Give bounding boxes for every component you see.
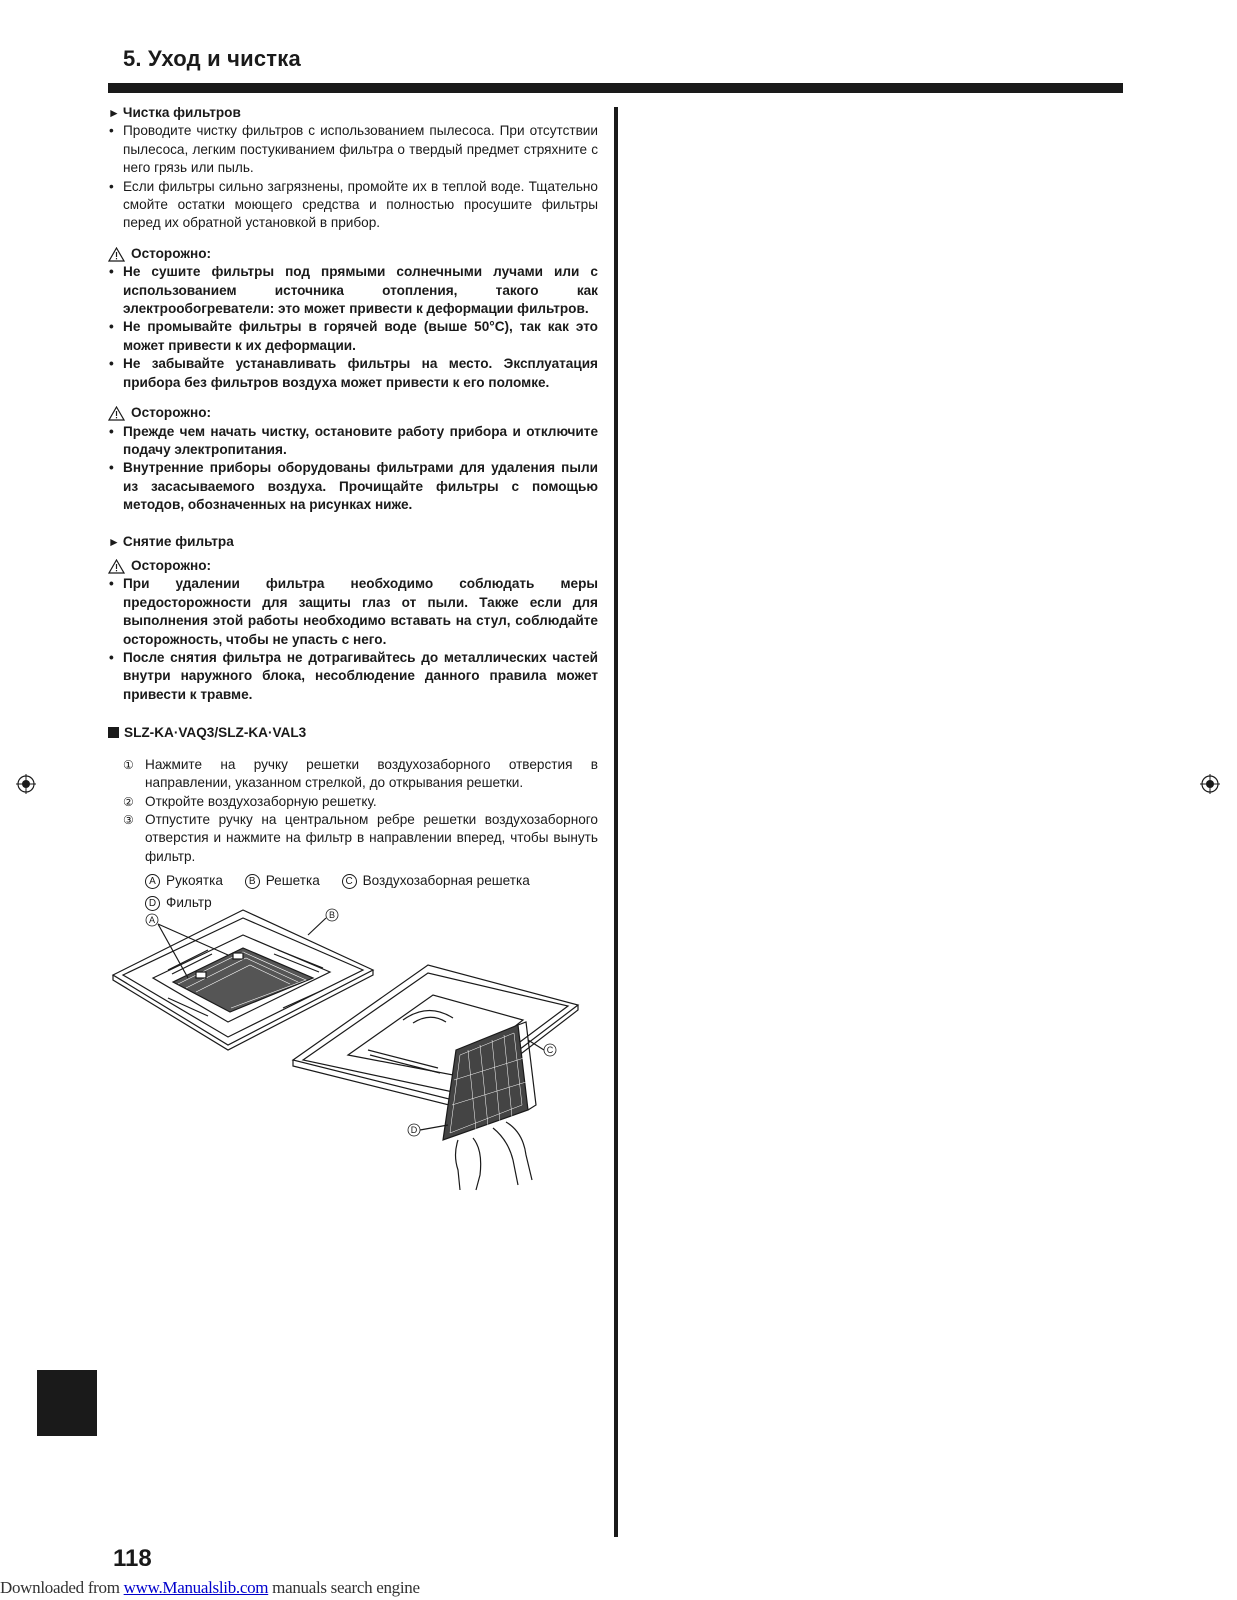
step-item: ② Откройте воздухозаборную решетку.: [123, 793, 377, 809]
registration-mark-icon: [1200, 774, 1220, 794]
download-footer: [0, 1578, 420, 1598]
warning-icon: [108, 559, 125, 574]
title-rule: [108, 83, 1123, 93]
square-bullet-icon: [108, 727, 119, 738]
list-item: • Не промывайте фильтры в горячей воде (выше 50°C), так как это может привести к их деформации.: [109, 319, 598, 353]
page-number: 118: [113, 1545, 152, 1572]
caution-2-list: [108, 423, 598, 515]
footer-suffix: manuals search engine: [268, 1578, 420, 1597]
language-tab: [37, 1370, 97, 1436]
list-item: • При удалении фильтра необходимо соблюдать меры предосторожности для защиты глаз от пыли. Также если для выполнения этой работы необходимо вставать на стул, соблюдайте осторожность, чтобы не упасть с него.: [109, 576, 598, 647]
footer-prefix: Downloaded from: [0, 1578, 124, 1597]
step-item: ① Нажмите на ручку решетки воздухозаборного отверстия в направлении, указанном стрелкой, до открывания решетки.: [123, 756, 598, 791]
legend-item: A Рукоятка: [145, 873, 223, 888]
list-item: • После снятия фильтра не дотрагивайтесь до металлических частей внутри наружного блока, несоблюдение данного правила может привести к травме.: [109, 649, 598, 702]
removal-heading: ► Снятие фильтра: [108, 533, 234, 549]
list-item: • Не сушите фильтры под прямыми солнечными лучами или с использованием источника отопления, такого как электрообогреватели: это может привести к деформации фильтров.: [109, 264, 598, 317]
model-heading: SLZ-KA·VAQ3/SLZ-KA·VAL3: [108, 724, 598, 742]
list-item: • Если фильтры сильно загрязнены, промойте их в теплой воде. Тщательно смойте остатки моющего средства и полностью просушите фильтры перед их обратной установкой в прибор.: [109, 178, 598, 231]
registration-mark-icon: [16, 774, 36, 794]
step-item: ③ Отпустите ручку на центральном ребре решетки воздухозаборного отверстия и нажмите на фильтр в направлении вперед, чтобы вынуть фильтр.: [123, 812, 598, 864]
list-item: • Прежде чем начать чистку, остановите работу прибора и отключите подачу электропитания.: [109, 423, 598, 457]
manualslib-link[interactable]: www.Manualslib.com: [123, 1578, 269, 1597]
warning-icon: [108, 247, 125, 262]
column-divider: [614, 107, 618, 1537]
list-item: • Внутренние приборы оборудованы фильтрами для удаления пыли из засасываемого воздуха. Прочищайте фильтры с помощью методов, обозначенных на рисунках ниже.: [109, 460, 598, 513]
list-item: • Не забывайте устанавливать фильтры на место. Эксплуатация прибора без фильтров воздуха может привести к его поломке.: [109, 356, 598, 390]
list-item: • Проводите чистку фильтров с использованием пылесоса. При отсутствии пылесоса, легким постукиванием фильтра о твердый предмет стряхните с него грязь или пыль.: [109, 123, 598, 176]
steps-list: [108, 756, 598, 866]
warning-icon: [108, 406, 125, 421]
section-title: 5. Уход и чистка: [123, 46, 301, 71]
legend-item: B Решетка: [245, 873, 320, 888]
callout-C-label: C: [546, 1045, 554, 1055]
legend-item: C Воздухозаборная решетка: [342, 873, 530, 888]
caution-1: Осторожно:: [108, 245, 598, 263]
cleaning-heading: ► Чистка фильтров: [108, 105, 241, 120]
filter-removal-illustration: [108, 900, 598, 1220]
callout-B-label: B: [328, 910, 336, 920]
left-column: [108, 104, 598, 914]
callout-A-label: A: [148, 915, 156, 925]
callout-D-label: D: [410, 1125, 418, 1135]
caution-2: Осторожно:: [108, 404, 598, 422]
cleaning-list: [108, 122, 598, 232]
legend-item: D Фильтр: [145, 895, 212, 910]
caution-3: Осторожно:: [108, 557, 598, 575]
caution-1-list: [108, 263, 598, 392]
removal-list: [108, 575, 598, 704]
